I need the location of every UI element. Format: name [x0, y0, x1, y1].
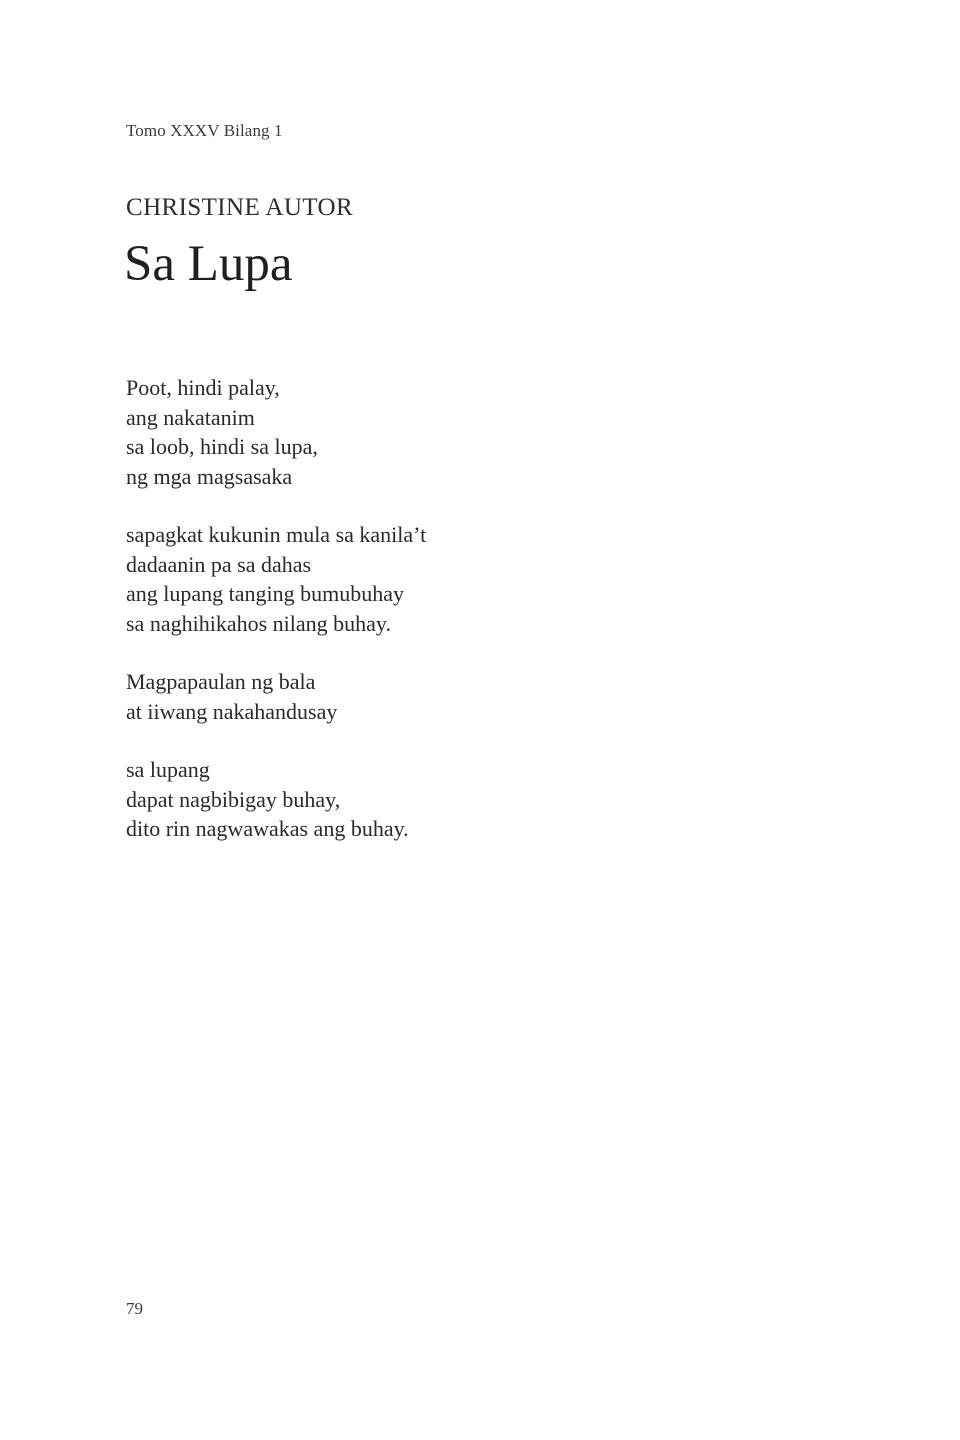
stanza: [126, 373, 426, 491]
poem-line: Poot, hindi palay,: [126, 375, 280, 400]
stanza: [126, 520, 426, 638]
poem-body: [126, 373, 426, 873]
running-head: Tomo XXXV Bilang 1: [126, 121, 283, 140]
stanza: [126, 755, 426, 844]
poem-line: sa loob, hindi sa lupa,: [126, 434, 318, 459]
stanza: [126, 667, 426, 726]
poem-line: sa lupang: [126, 757, 210, 782]
page-number: 79: [126, 1299, 143, 1318]
poem-line: dadaanin pa sa dahas: [126, 551, 312, 577]
poem-line: ng mga magsasaka: [126, 463, 293, 489]
poem-line: ang nakatanim: [126, 404, 255, 430]
poem-line: sapagkat kukunin mula sa kanila’t: [126, 522, 427, 547]
poem-line: at iiwang nakahandusay: [126, 698, 338, 724]
poem-line: dapat nagbibigay buhay,: [126, 786, 341, 812]
poem-line: sa naghihikahos nilang buhay.: [126, 610, 391, 636]
author-name: CHRISTINE AUTOR: [126, 194, 354, 221]
poem-title: Sa Lupa: [124, 236, 293, 292]
poem-line: Magpapaulan ng bala: [126, 669, 316, 694]
poem-line: dito rin nagwawakas ang buhay.: [126, 816, 409, 841]
poem-line: ang lupang tanging bumubuhay: [126, 581, 405, 606]
